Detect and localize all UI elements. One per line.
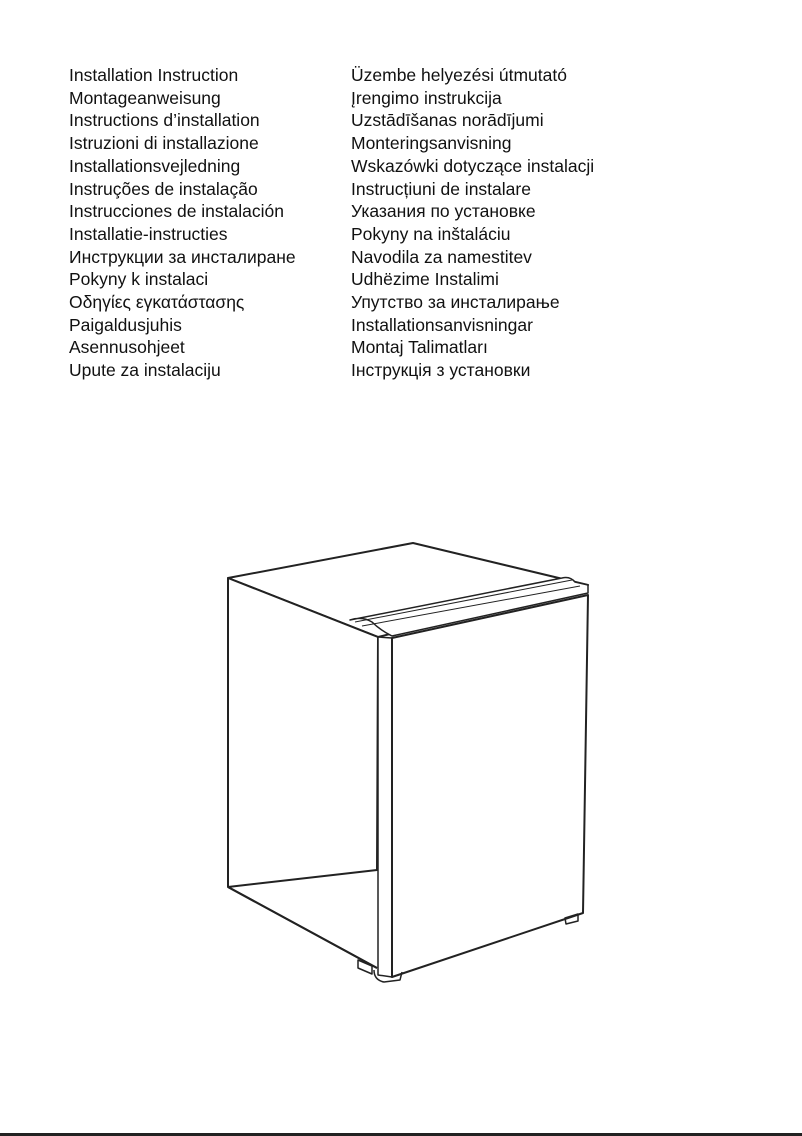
title-es: Instrucciones de instalación [69, 201, 284, 222]
title-el: Οδηγίες εγκατάστασης [69, 292, 245, 313]
title-sk: Pokyny na inštaláciu [351, 223, 511, 244]
title-pt: Instruções de instalação [69, 178, 258, 199]
door-edge [378, 637, 392, 977]
title-en: Installation Instruction [69, 65, 239, 85]
title-sq: Udhëzime Instalimi [351, 269, 499, 290]
title-bg: Инструкции за инсталиране [69, 246, 296, 267]
title-da: Installationsvejledning [69, 155, 241, 176]
title-hu: Üzembe helyezési útmutató [351, 65, 567, 85]
title-cs: Pokyny k instalaci [69, 269, 209, 290]
title-sr: Упутство за инсталирање [351, 292, 560, 313]
title-lv: Uzstādīšanas norādījumi [351, 110, 544, 131]
title-fi: Asennusohjeet [69, 337, 185, 358]
title-it: Istruzioni di installazione [69, 133, 259, 154]
title-ru: Указания по установке [351, 201, 536, 222]
title-no: Monteringsanvisning [351, 133, 512, 154]
title-uk: Інструкція з установки [351, 360, 531, 381]
title-sl: Navodila za namestitev [351, 246, 532, 267]
title-hr: Upute za instalaciju [69, 360, 221, 381]
title-ro: Instrucțiuni de instalare [351, 178, 531, 199]
door-front [392, 595, 588, 977]
title-sv: Installationsanvisningar [351, 314, 533, 335]
title-fr: Instructions d’installation [69, 110, 260, 131]
title-tr: Montaj Talimatları [351, 337, 488, 358]
title-lt: Įrengimo instrukcija [351, 87, 502, 108]
title-de: Montageanweisung [69, 87, 221, 108]
title-et: Paigaldusjuhis [69, 314, 182, 335]
title-pl: Wskazówki dotyczące instalacji [351, 155, 595, 176]
title-nl: Installatie-instructies [69, 223, 228, 244]
